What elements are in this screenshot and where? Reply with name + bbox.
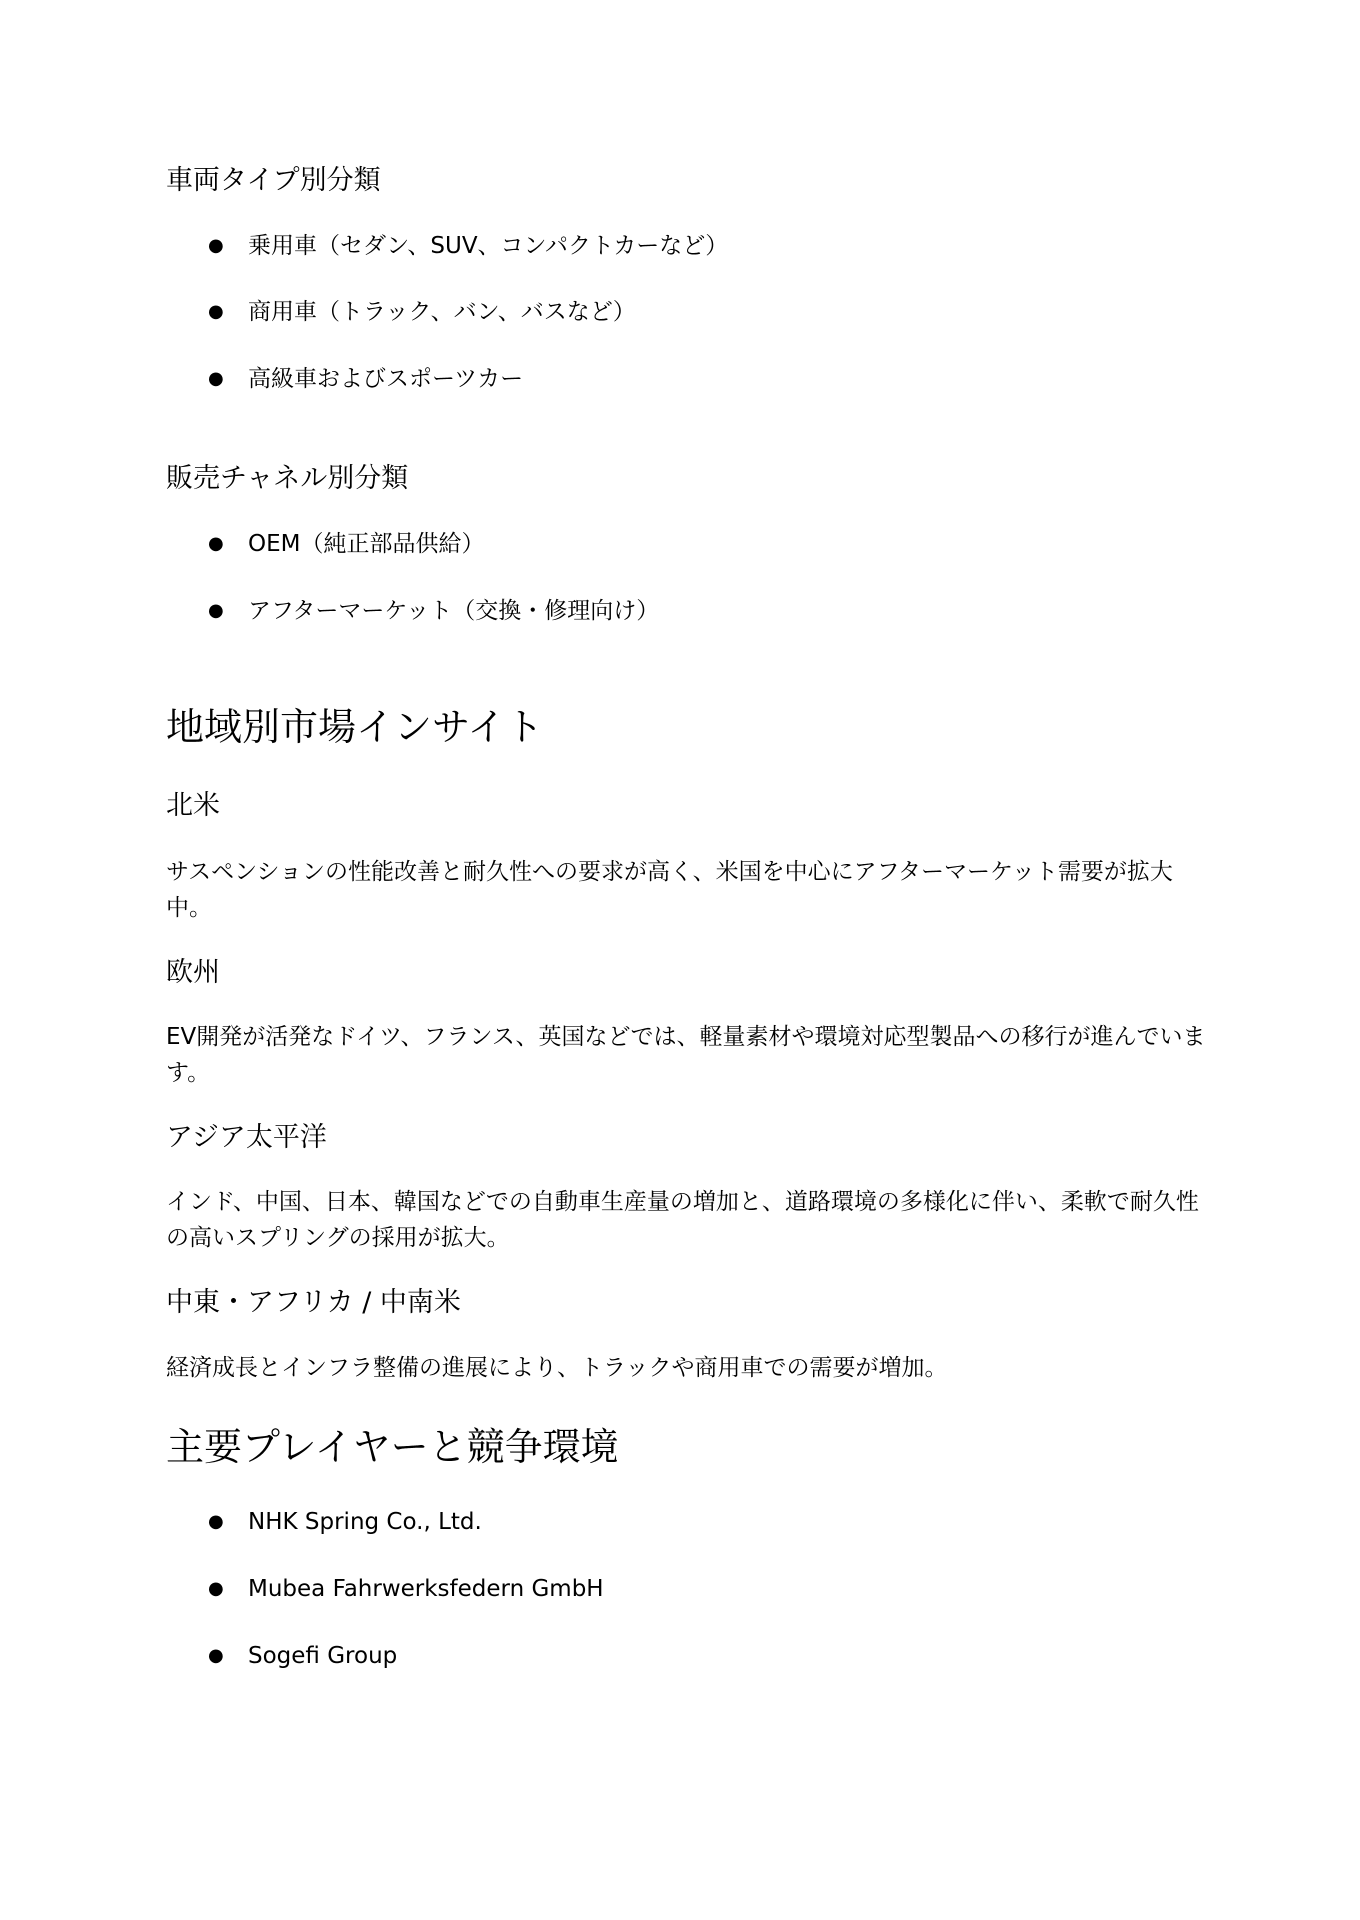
list-item-text: Sogefi Group (248, 1643, 398, 1669)
sales-channel-heading: 販売チャネル別分類 (166, 463, 409, 494)
list-item-text: 商用車（トラック、バン、バスなど） (248, 299, 636, 325)
bullet-icon: ● (208, 533, 224, 554)
region-text-north-america: サスペンションの性能改善と耐久性への要求が高く、米国を中心にアフターマーケット需要が拡大中。 (166, 859, 1173, 921)
key-players-heading: 主要プレイヤーと競争環境 (166, 1425, 619, 1469)
vehicle-type-heading: 車両タイプ別分類 (166, 165, 381, 196)
list-item-text: アフターマーケット（交換・修理向け） (248, 598, 660, 624)
region-text-mea-latam: 経済成長とインフラ整備の進展により、トラックや商用車での需要が増加。 (166, 1355, 948, 1381)
region-name-europe: 欧州 (166, 957, 220, 988)
list-item-text: NHK Spring Co., Ltd. (248, 1509, 482, 1535)
list-item (208, 1573, 604, 1605)
region-name-north-america: 北米 (166, 790, 220, 821)
region-name-mea-latam: 中東・アフリカ / 中南米 (166, 1287, 461, 1318)
list-item-text: 高級車およびスポーツカー (248, 366, 524, 392)
bullet-icon: ● (208, 301, 224, 322)
region-name-asia-pacific: アジア太平洋 (166, 1122, 327, 1153)
list-item (208, 595, 659, 627)
bullet-icon: ● (208, 368, 224, 389)
bullet-icon: ● (208, 600, 224, 621)
bullet-icon: ● (208, 1511, 224, 1532)
list-item (208, 1640, 397, 1672)
regional-insights-heading: 地域別市場インサイト (166, 705, 544, 749)
list-item (208, 1506, 482, 1538)
bullet-icon: ● (208, 235, 224, 256)
list-item-text: Mubea Fahrwerksfedern GmbH (248, 1576, 604, 1602)
list-item (208, 230, 728, 262)
list-item-text: OEM（純正部品供給） (248, 531, 485, 557)
region-text-asia-pacific: インド、中国、日本、韓国などでの自動車生産量の増加と、道路環境の多様化に伴い、柔軟で耐久性の高いスプリングの採用が拡大。 (166, 1189, 1199, 1251)
list-item-text: 乗用車（セダン、SUV、コンパクトカーなど） (248, 233, 729, 259)
list-item (208, 363, 523, 395)
list-item (208, 528, 484, 560)
region-text-europe: EV開発が活発なドイツ、フランス、英国などでは、軽量素材や環境対応型製品への移行が進んでいます。 (166, 1024, 1206, 1086)
bullet-icon: ● (208, 1645, 224, 1666)
list-item (208, 296, 636, 328)
bullet-icon: ● (208, 1578, 224, 1599)
